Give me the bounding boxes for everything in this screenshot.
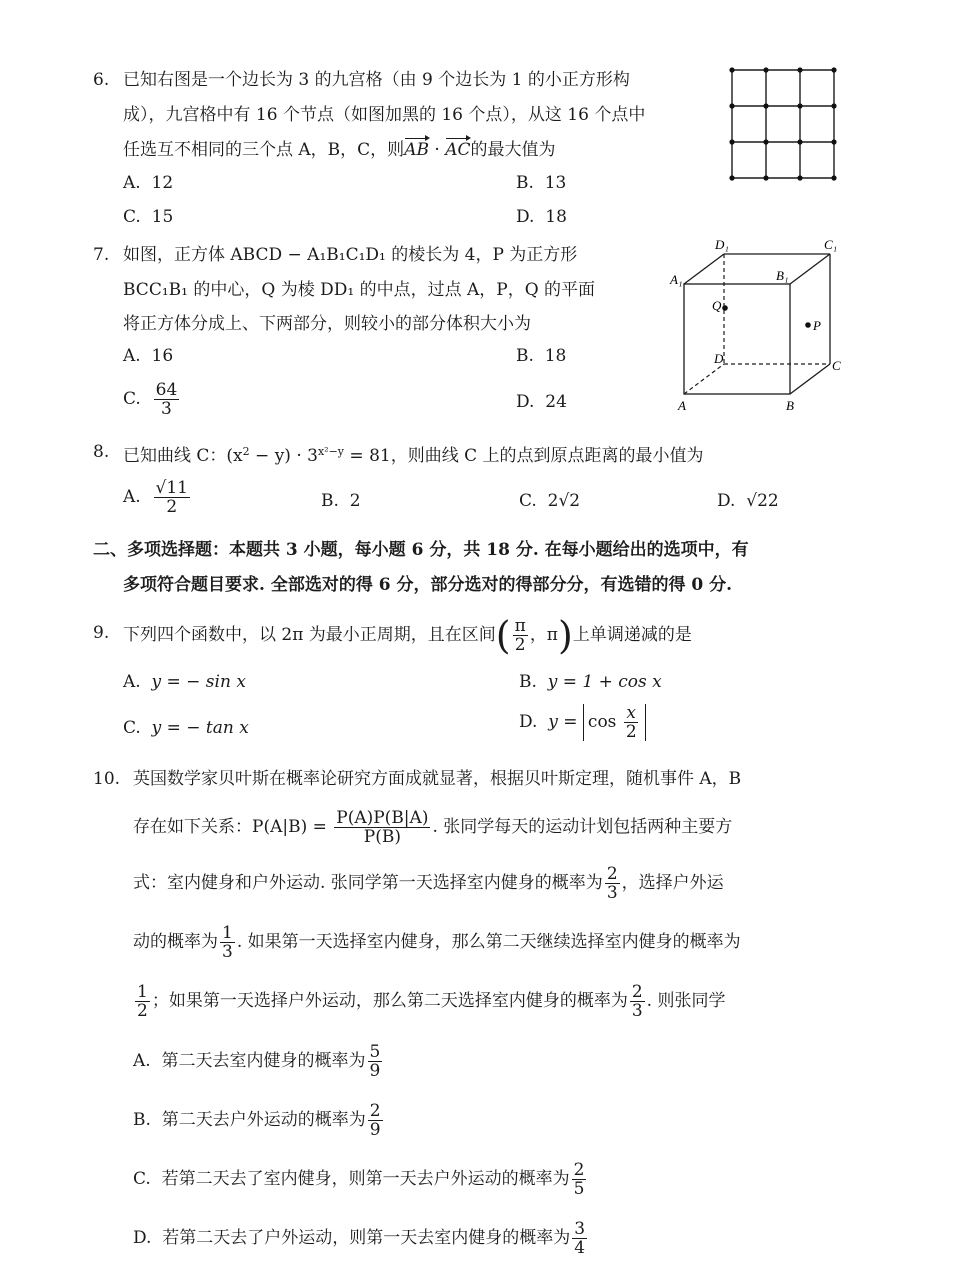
- q7-option-d: D. 24: [516, 392, 567, 412]
- q6-option-a: A. 12: [123, 173, 174, 193]
- q10-option-a: A. 第二天去室内健身的概率为 $\frac{5}{9}$: [133, 1042, 381, 1081]
- cube-label-c1: C₁: [824, 237, 838, 252]
- q10-option-b: B. 第二天去户外运动的概率为 $\frac{2}{9}$: [133, 1101, 381, 1140]
- q10-number: 10.: [93, 769, 121, 789]
- q10-stem-line1: 英国数学家贝叶斯在概率论研究方面成就显著，根据贝叶斯定理，随机事件 A，B: [133, 769, 742, 789]
- q10-stem-line5: $\frac{1}{2}$ ；如果第一天选择户外运动，那么第二天选择室内健身的概率为 $\frac{2}{3}$ . 则张同学: [137, 982, 726, 1021]
- q9-option-d: D. y = cos $\frac{x}{2}$: [519, 704, 646, 741]
- q10-option-d: D. 若第二天去了户外运动，则第一天去室内健身的概率为 $\frac{3}{4}$: [133, 1219, 586, 1258]
- q10-stem-line4: 动的概率为 $\frac{1}{3}$ . 如果第一天选择室内健身，那么第二天继续选择室内健身的概率为: [133, 923, 741, 962]
- cube-label-d: D: [714, 351, 724, 366]
- q7-stem-line3: 将正方体分成上、下两部分，则较小的部分体积大小为: [123, 314, 531, 334]
- q9-number: 9.: [93, 623, 110, 643]
- q6-stem-line3-post: 的最大值为: [470, 140, 556, 160]
- q6-stem-line3: [123, 138, 555, 162]
- q9-stem: 下列四个函数中，以 2π 为最小正周期，且在区间( $\frac{\pi}{2}$ ，π)上单调递减的是: [123, 613, 692, 658]
- cube-label-a1: A₁: [670, 272, 683, 287]
- q9-option-a: A. y = − sin x: [123, 672, 246, 692]
- cube-label-q: Q: [712, 298, 722, 313]
- q6-grid-figure: [720, 60, 850, 190]
- cube-label-p: P: [813, 318, 821, 333]
- cube-label-d1: D₁: [715, 237, 729, 252]
- q7-option-b: B. 18: [516, 346, 567, 366]
- cube-label-b1: B₁: [776, 268, 789, 283]
- q7-number: 7.: [93, 245, 110, 265]
- cube-label-b: B: [786, 398, 794, 413]
- q6-number: 6.: [93, 70, 110, 90]
- q6-stem-line2: 成），九宫格中有 16 个节点（如图加黑的 16 个点），从这 16 个点中: [123, 105, 646, 125]
- cube-label-a: A: [678, 398, 686, 413]
- q10-stem-line2: 存在如下关系：P(A|B) = $\frac{P(A)P(B|A)}{P(B)}$ . 张同学每天的运动计划包括两种主要方: [133, 808, 733, 847]
- q6-option-b: B. 13: [516, 173, 567, 193]
- q6-stem-line3-pre: 任选互不相同的三个点 A，B，C，则: [123, 140, 405, 160]
- q8-option-a: A. $\frac{√11}{2}$: [123, 478, 188, 517]
- q6-dot: ·: [428, 140, 446, 160]
- q10-option-c: C. 若第二天去了室内健身，则第一天去户外运动的概率为 $\frac{2}{5}$: [133, 1160, 585, 1199]
- q7-stem-line2: BCC₁B₁ 的中心，Q 为棱 DD₁ 的中点，过点 A，P，Q 的平面: [123, 280, 596, 300]
- q6-option-d: D. 18: [516, 207, 567, 227]
- q6-vector-ab: AB: [404, 140, 429, 160]
- q6-vector-ac: AC: [445, 140, 471, 160]
- q8-option-b: B. 2: [321, 491, 361, 511]
- q10-stem-line3: 式：室内健身和户外运动. 张同学第一天选择室内健身的概率为 $\frac{2}{3}$ ，选择户外运: [133, 864, 724, 903]
- cube-label-c: C: [832, 358, 841, 373]
- q7-option-a: A. 16: [123, 346, 174, 366]
- q6-option-c: C. 15: [123, 207, 174, 227]
- q7-stem-line1: 如图，正方体 ABCD − A₁B₁C₁D₁ 的棱长为 4，P 为正方形: [123, 245, 578, 265]
- q8-number: 8.: [93, 442, 110, 462]
- q6-stem-line1: 已知右图是一个边长为 3 的九宫格（由 9 个边长为 1 的小正方形构: [123, 70, 630, 90]
- q9-option-c: C. y = − tan x: [123, 718, 249, 738]
- q8-option-c: C. 2√2: [519, 491, 581, 511]
- q9-option-b: B. y = 1 + cos x: [519, 672, 662, 692]
- q7-option-c: C. $\frac{64}{3}$: [123, 380, 178, 419]
- q7-cube-figure: [668, 236, 853, 416]
- q8-stem: 已知曲线 C：$(x^2 - y) \cdot 3^{x^2-y} = 81$，则曲线 C 上的点到原点距离的最小值为: [123, 445, 704, 466]
- q8-option-d: D. √22: [717, 491, 779, 511]
- section-2-line1: 二、多项选择题：本题共 3 小题，每小题 6 分，共 18 分. 在每小题给出的选项中，有: [93, 540, 749, 560]
- section-2-line2: 多项符合题目要求. 全部选对的得 6 分，部分选对的得部分分，有选错的得 0 分.: [123, 575, 733, 595]
